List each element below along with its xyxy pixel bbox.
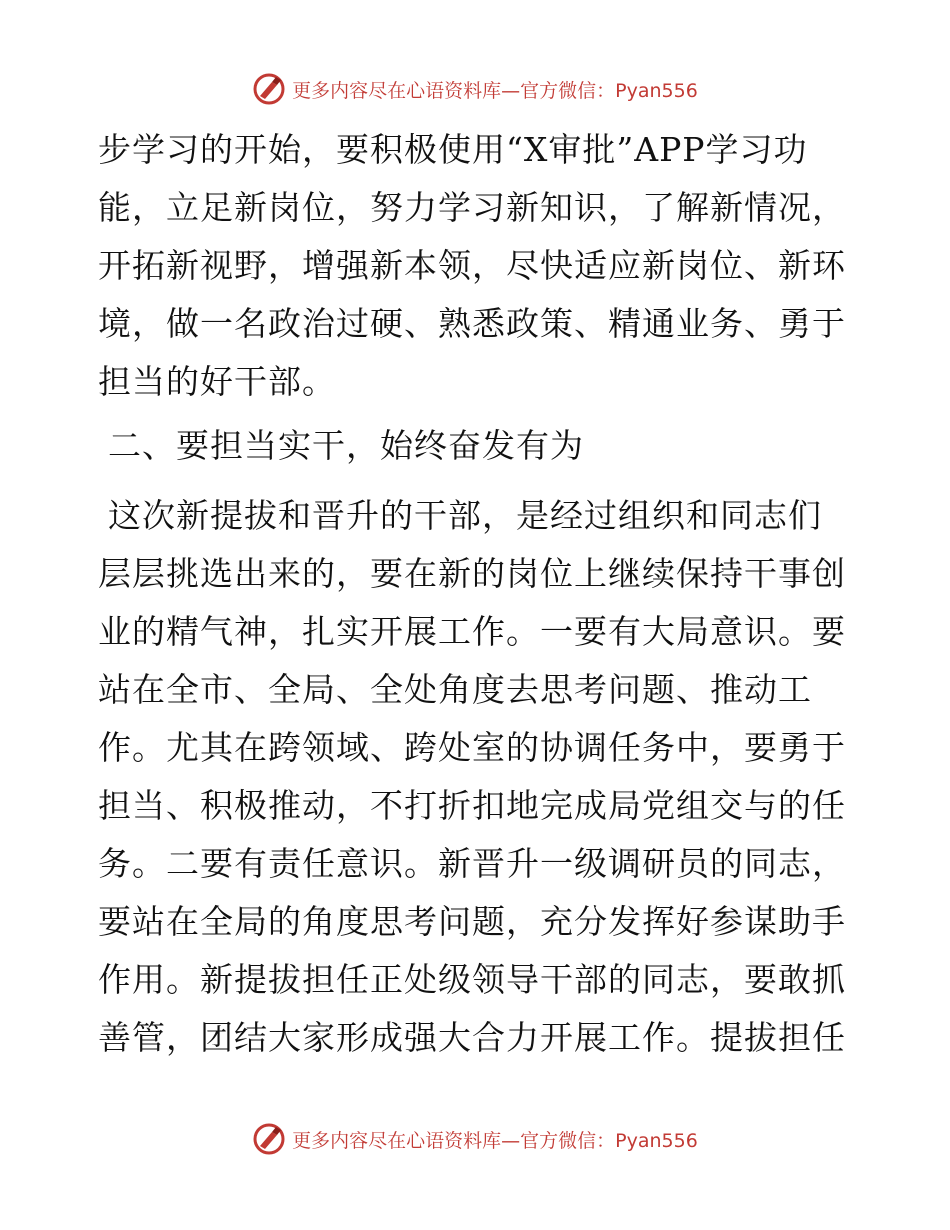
paragraph-continued	[98, 121, 858, 411]
header-watermark	[0, 72, 950, 106]
watermark-text: 更多内容尽在心语资料库—官方微信：Pyan556	[292, 1129, 698, 1152]
footer-watermark	[0, 1122, 950, 1156]
watermark-text: 更多内容尽在心语资料库—官方微信：Pyan556	[292, 79, 698, 102]
text-line: 开拓新视野，增强新本领，尽快适应新岗位、新环	[98, 246, 846, 285]
text-line: 层层挑选出来的，要在新的岗位上继续保持干事创	[98, 554, 846, 593]
text-line: 站在全市、全局、全处角度去思考问题、推动工	[98, 670, 812, 709]
section-heading: 二、要担当实干，始终奋发有为	[108, 426, 584, 465]
text-line: 境，做一名政治过硬、熟悉政策、精通业务、勇于	[98, 304, 846, 343]
watermark-logo-icon	[252, 1122, 286, 1156]
text-line: 作用。新提拔担任正处级领导干部的同志，要敢抓	[98, 960, 846, 999]
watermark-logo-icon	[252, 72, 286, 106]
text-line: 能，立足新岗位，努力学习新知识，了解新情况，	[98, 188, 846, 227]
text-line: 担当、积极推动，不打折扣地完成局党组交与的任	[98, 786, 846, 825]
text-line: 这次新提拔和晋升的干部，是经过组织和同志们	[108, 496, 822, 535]
text-line: 步学习的开始，要积极使用“X审批”APP学习功	[98, 130, 808, 169]
text-line: 担当的好干部。	[98, 362, 336, 401]
text-line: 善管，团结大家形成强大合力开展工作。提拔担任	[98, 1018, 846, 1057]
text-line: 要站在全局的角度思考问题，充分发挥好参谋助手	[98, 902, 846, 941]
document-body	[98, 121, 858, 1067]
text-line: 作。尤其在跨领域、跨处室的协调任务中，要勇于	[98, 728, 846, 767]
text-line: 业的精气神，扎实开展工作。一要有大局意识。要	[98, 612, 846, 651]
paragraph-section-two	[98, 487, 858, 1067]
text-line: 务。二要有责任意识。新晋升一级调研员的同志，	[98, 844, 846, 883]
